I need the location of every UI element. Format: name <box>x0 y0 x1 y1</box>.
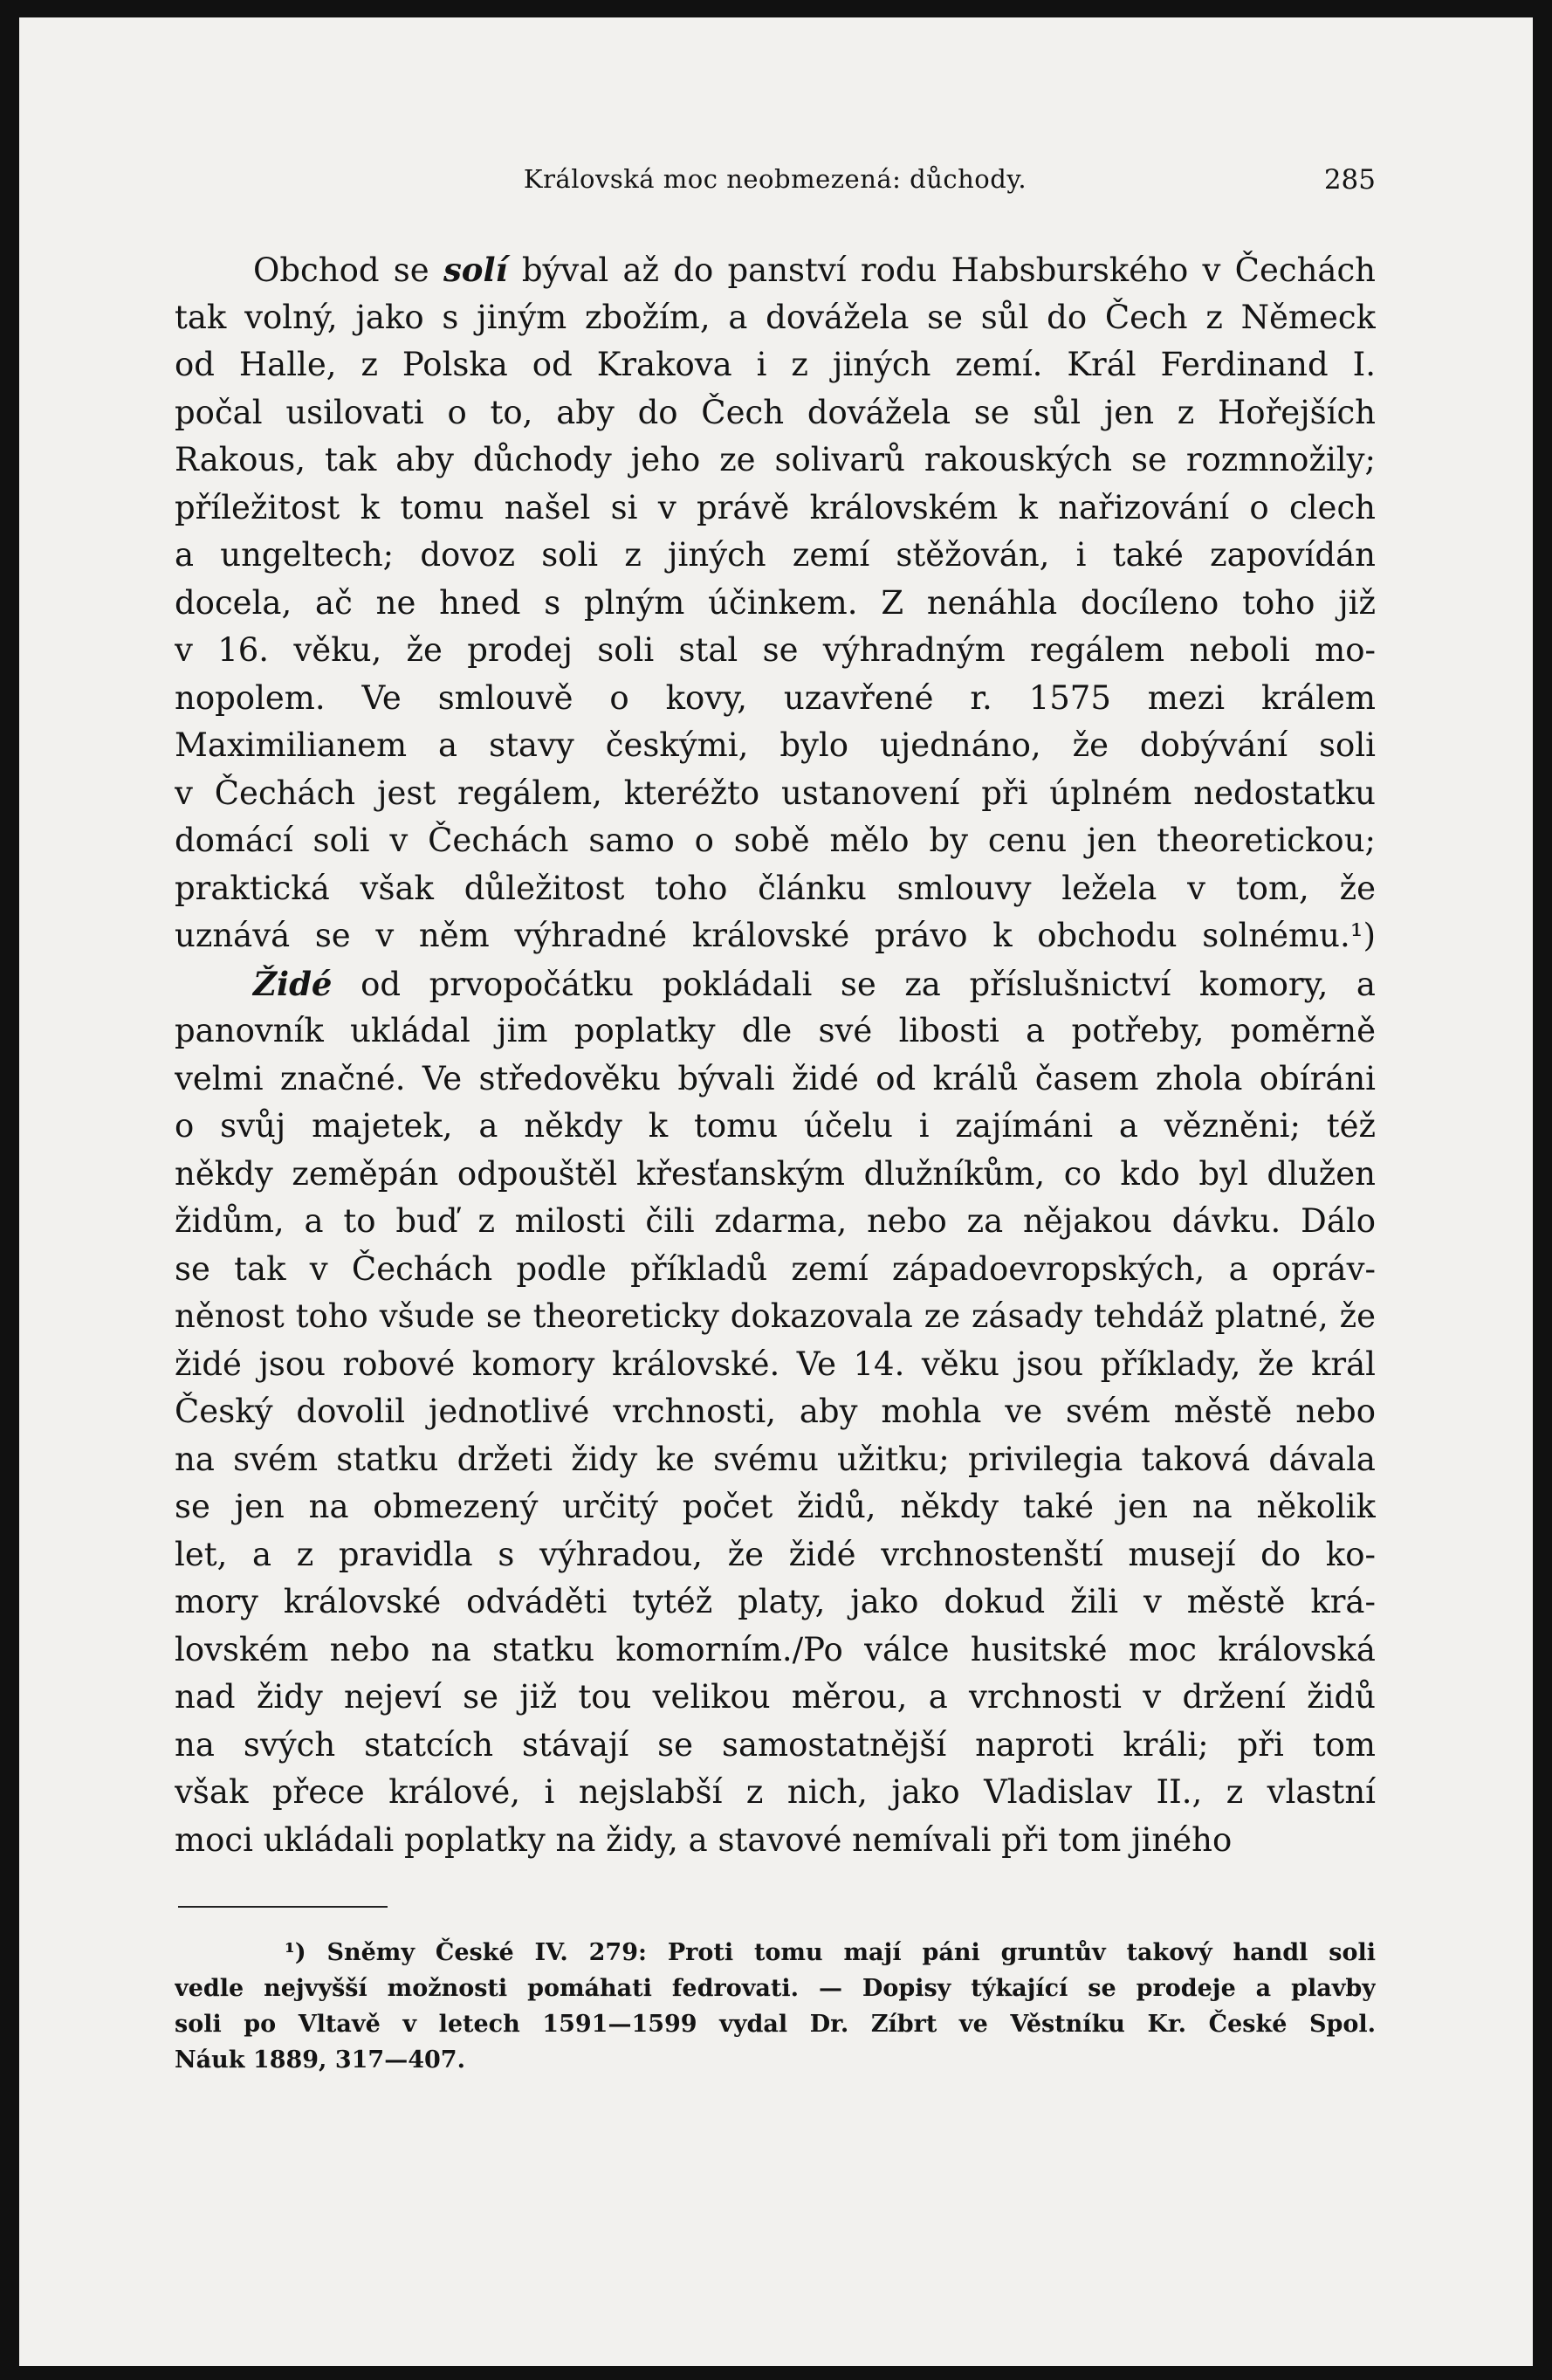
body-text <box>175 246 1376 1864</box>
paragraph-1-line: od Halle, z Polska od Krakova i z jiných zemí. Král Ferdinand I. <box>175 346 1376 383</box>
book-page <box>19 17 1533 2366</box>
footnote-line: ¹) Sněmy České IV. 279: Proti tomu mají páni gruntův takový handl soli <box>285 1939 1376 1966</box>
paragraph-2-line: na svých statcích stávají se samostatnější naproti králi; při tom <box>175 1725 1376 1764</box>
paragraph-2-line <box>175 960 1376 1008</box>
paragraph-1-line: tak volný, jako s jiným zbožím, a dovážela se sůl do Čech z Německ <box>175 298 1376 336</box>
page-number: 285 <box>1323 164 1376 196</box>
paragraph-1-line: docela, ač ne hned s plným účinkem. Z nenáhla docíleno toho již <box>175 583 1376 622</box>
paragraph-1-line: praktická však důležitost toho článku smlouvy ležela v tom, že <box>175 869 1376 907</box>
paragraph-1-line: uznává se v něm výhradné královské právo k obchodu solnému.¹) <box>175 917 1376 954</box>
paragraph-1-line: domácí soli v Čechách samo o sobě mělo by cenu jen theoretickou; <box>175 822 1376 859</box>
paragraph-2-line: velmi značné. Ve středověku bývali židé od králů časem zhola obíráni <box>175 1059 1376 1097</box>
paragraph-1-first-rest: býval až do panství rodu Habsburského v Čechách <box>521 251 1376 289</box>
paragraph-2-line: lovském nebo na statku komorním./Po válce husitské moc královská <box>175 1630 1376 1668</box>
paragraph-1-line: v 16. věku, že prodej soli stal se výhradným regálem neboli mo- <box>175 631 1376 669</box>
paragraph-2-line: židům, a to buď z milosti čili zdarma, nebo za nějakou dávku. Dálo <box>175 1202 1376 1240</box>
paragraph-2-line: panovník ukládal jim poplatky dle své libosti a potřeby, poměrně <box>175 1012 1376 1049</box>
emphasis-salt: solí <box>443 251 508 289</box>
paragraph-2-first-rest: od prvopočátku pokládali se za příslušnictví komory, a <box>361 965 1376 1003</box>
paragraph-1-line: počal usilovati o to, aby do Čech dovážela se sůl jen z Hořejších <box>175 393 1376 431</box>
paragraph-2-line: o svůj majetek, a někdy k tomu účelu i zajímáni a vězněni; též <box>175 1107 1376 1145</box>
paragraph-1-line: nopolem. Ve smlouvě o kovy, uzavřené r. 1575 mezi králem <box>175 678 1376 717</box>
footnote-divider <box>178 1906 388 1908</box>
running-title: Královská moc neobmezená: důchody. <box>523 164 1027 194</box>
paragraph-2-line: Český dovolil jednotlivé vrchnosti, aby mohla ve svém městě nebo <box>175 1393 1376 1430</box>
paragraph-2-line: však přece králové, i nejslabší z nich, jako Vladislav II., z vlastní <box>175 1773 1376 1811</box>
footnote-line: soli po Vltavě v letech 1591—1599 vydal Dr. Zíbrt ve Věstníku Kr. České Spol. <box>175 2011 1376 2038</box>
footnote-line: vedle nejvyšší možnosti pomáhati fedrovati. — Dopisy týkající se prodeje a plavby <box>175 1975 1376 2002</box>
paragraph-1-line: Rakous, tak aby důchody jeho ze solivarů rakouských se rozmnožily; <box>175 441 1376 478</box>
paragraph-1-opening: Obchod se <box>253 251 429 289</box>
paragraph-2-line: let, a z pravidla s výhradou, že židé vrchnostenští musejí do ko- <box>175 1535 1376 1573</box>
paragraph-2-line: se tak v Čechách podle příkladů zemí západoevropských, a opráv- <box>175 1249 1376 1288</box>
paragraph-2-line: židé jsou robové komory královské. Ve 14. věku jsou příklady, že král <box>175 1345 1376 1383</box>
emphasis-jews: Židé <box>253 964 333 1003</box>
paragraph-2-line: se jen na obmezený určitý počet židů, někdy také jen na několik <box>175 1488 1376 1525</box>
paragraph-1-line: příležitost k tomu našel si v právě královském k nařizování o clech <box>175 488 1376 526</box>
paragraph-1-line <box>175 246 1376 294</box>
paragraph-2-line: někdy zeměpán odpouštěl křesťanským dlužníkům, co kdo byl dlužen <box>175 1154 1376 1193</box>
paragraph-1-line: v Čechách jest regálem, kteréžto ustanovení při úplném nedostatku <box>175 774 1376 812</box>
footnote-line: Náuk 1889, 317—407. <box>175 2046 465 2074</box>
paragraph-2-line: na svém statku držeti židy ke svému užitku; privilegia taková dávala <box>175 1440 1376 1478</box>
footnote <box>175 1935 1376 2078</box>
paragraph-2-line: nad židy nejeví se již tou velikou měrou, a vrchnosti v držení židů <box>175 1678 1376 1716</box>
paragraph-2-line: moci ukládali poplatky na židy, a stavové nemívali při tom jiného <box>175 1820 1233 1859</box>
running-head <box>175 164 1376 208</box>
paragraph-2-line: mory královské odváděti tytéž platy, jako dokud žili v městě krá- <box>175 1583 1376 1620</box>
paragraph-2-line: něnost toho všude se theoreticky dokazovala ze zásady tehdáž platné, že <box>175 1297 1376 1335</box>
paragraph-1-line: Maximilianem a stavy českými, bylo ujednáno, že dobývání soli <box>175 726 1376 764</box>
paragraph-1-line: a ungeltech; dovoz soli z jiných zemí stěžován, i také zapovídán <box>175 536 1376 574</box>
